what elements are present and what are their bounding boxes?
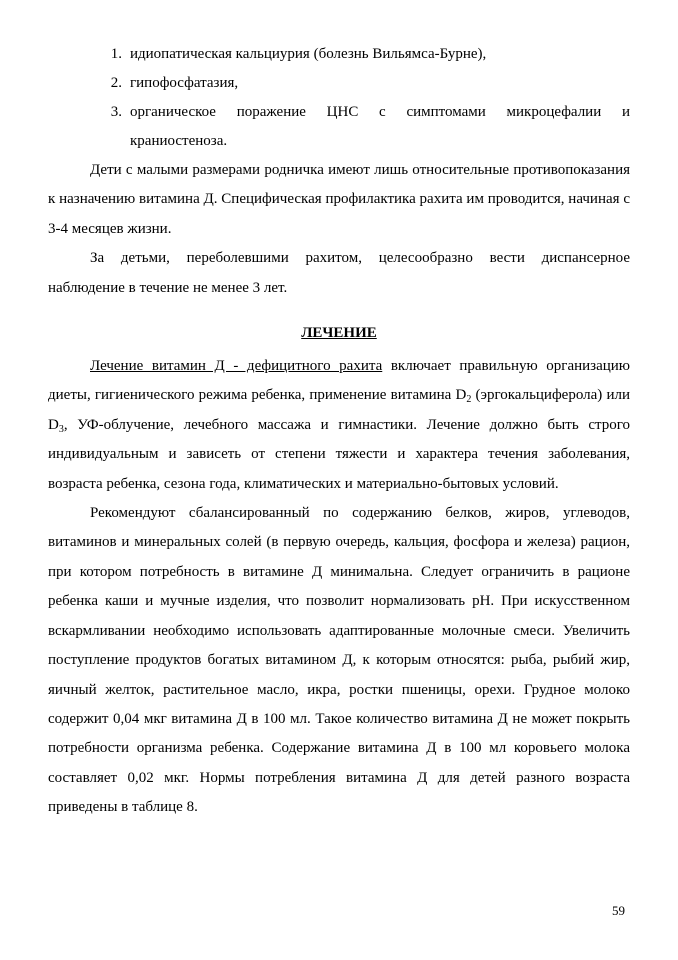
section-heading: ЛЕЧЕНИЕ bbox=[301, 325, 377, 342]
subscript: 2 bbox=[466, 394, 472, 406]
paragraph-treatment bbox=[48, 352, 630, 499]
subscript: 3 bbox=[58, 423, 64, 435]
text-run: (эргокальциферола) или D bbox=[48, 387, 630, 433]
document-page bbox=[48, 40, 630, 823]
list-item bbox=[48, 69, 630, 98]
paragraph-dispensary: За детьми, переболевшими рахитом, целесообразно вести диспансерное наблюдение в течение не менее 3 лет. bbox=[48, 250, 630, 296]
list-number: 3. bbox=[110, 104, 122, 120]
list-text-line: органическое поражение ЦНС с симптомами микроцефалии и bbox=[130, 104, 630, 120]
list-number: 1. bbox=[110, 46, 122, 62]
list-item bbox=[48, 40, 630, 69]
list-text: гипофосфатазия, bbox=[130, 75, 239, 91]
treatment-lead: Лечение витамин Д - дефицитного рахита bbox=[90, 358, 383, 375]
list-item bbox=[48, 98, 630, 156]
list-text: идиопатическая кальциурия (болезнь Вильямса-Бурне), bbox=[130, 46, 487, 62]
text-run: , УФ-облучение, лечебного массажа и гимнастики. Лечение должно быть строго индивидуальным и зависеть от степени тяжести и характера течения заболевания, возраста ребенка, сезона года, климатических и материально-бытовых условий. bbox=[48, 416, 630, 492]
list-text bbox=[130, 98, 630, 156]
text-run: включает правильную организацию диеты, гигиенического режима ребенка, применение витамина D bbox=[48, 358, 631, 404]
list-text-line: краниостеноза. bbox=[130, 133, 228, 149]
list-number: 2. bbox=[110, 75, 122, 91]
contraindications-list bbox=[48, 40, 630, 156]
paragraph-fontanelle: Дети с малыми размерами родничка имеют лишь относительные противопоказания к назначению витамина Д. Специфическая профилактика рахита им проводится, начиная с 3-4 месяцев жизни. bbox=[48, 162, 630, 237]
paragraph-diet: Рекомендуют сбалансированный по содержанию белков, жиров, углеводов, витаминов и минеральных солей (в первую очередь, кальция, фосфора и железа) рацион, при котором потребность в витамине Д минимальна. Следует ограничить в рационе ребенка каши и мучные изделия, что позволит нормализовать рН. При искусственном вскармливании необходимо использовать адаптированные молочные смеси. Увеличить поступление продуктов богатых витамином Д, к которым относятся: рыба, рыбий жир, яичный желток, растительное масло, икра, ростки пшеницы, орехи. Грудное молоко содержит 0,04 мкг витамина Д в 100 мл. Такое количество витамина Д не может покрыть потребности организма ребенка. Содержание витамина Д в 100 мл коровьего молока составляет 0,02 мкг. Нормы потребления витамина Д для детей разного возраста приведены в таблице 8. bbox=[48, 505, 630, 816]
page-number: 59 bbox=[612, 903, 625, 918]
